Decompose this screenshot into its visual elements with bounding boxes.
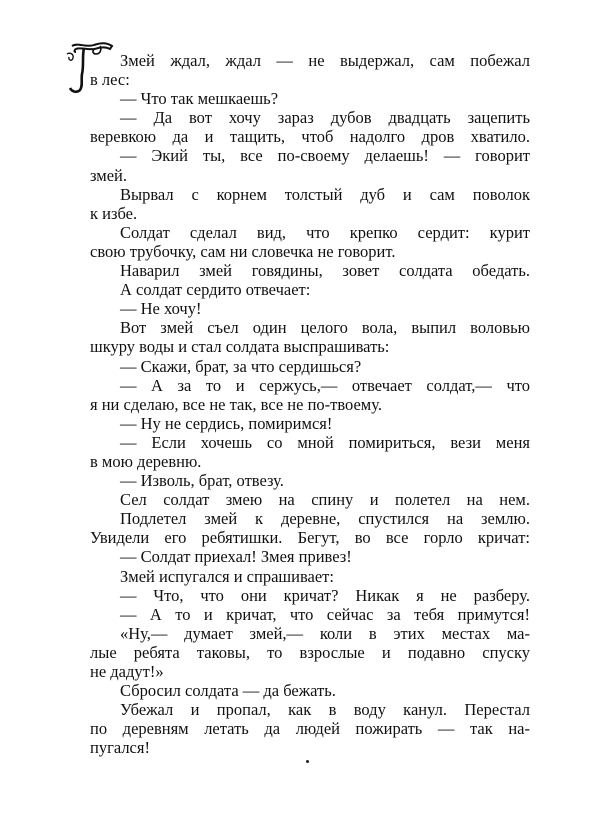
story-text — [90, 51, 530, 757]
text-line: шкуру воды и стал солдата выспрашивать: — [90, 337, 390, 357]
text-line: — Да вот хочу зараз дубов двадцать зацепить — [120, 108, 530, 128]
text-line: Вырвал с корнем толстый дуб и сам поволок — [120, 184, 530, 204]
text-line: Змей испугался и спрашивает: — [120, 566, 334, 586]
text-line: Вот змей съел один целого вола, выпил воловью — [120, 318, 530, 338]
text-line: — Что, что они кричат? Никак я не разберу. — [120, 585, 530, 605]
text-line: я ни сделаю, все не так, все не по-твоему. — [90, 394, 382, 414]
text-line: веревкою да и тащить, чтоб надолго дров хватило. — [90, 127, 530, 147]
text-line: — Не хочу! — [120, 299, 202, 319]
text-line: — Ну не сердись, помиримся! — [120, 413, 333, 433]
text-line: А солдат сердито отвечает: — [120, 280, 311, 300]
text-line: пугался! — [90, 738, 150, 758]
text-line: к избе. — [90, 203, 138, 223]
text-line: в мою деревню. — [90, 451, 202, 471]
text-line: по деревням летать да людей пожирать — так на- — [90, 719, 530, 739]
text-line: в лес: — [90, 70, 130, 90]
text-line: Сел солдат змею на спину и полетел на нем. — [120, 490, 530, 510]
text-line: Увидели его ребятишки. Бегут, во все горло кричат: — [90, 528, 530, 548]
text-line: змей. — [90, 165, 128, 185]
text-line: — Скажи, брат, за что сердишься? — [120, 356, 362, 376]
text-line: Наварил змей говядины, зовет солдата обедать. — [120, 261, 530, 281]
text-line: — Что так мешкаешь? — [120, 89, 279, 109]
text-line: Солдат сделал вид, что крепко сердит: курит — [120, 222, 530, 242]
text-line: лые ребята таковы, то взрослые и подавно спуску — [90, 642, 530, 662]
text-line: Подлетел змей к деревне, спустился на землю. — [120, 509, 530, 529]
text-line: — Изволь, брат, отвезу. — [120, 471, 284, 491]
text-line: свою трубочку, сам ни словечка не говорит. — [90, 241, 396, 261]
text-line: — Если хочешь со мной помириться, вези меня — [120, 432, 530, 452]
page-speck — [306, 760, 309, 763]
text-line: — Экий ты, все по-своему делаешь! — говорит — [120, 146, 530, 166]
text-line: — А то и кричат, что сейчас за тебя примутся! — [120, 604, 530, 624]
text-line: не дадут!» — [90, 662, 164, 681]
text-line: Сбросил солдата — да бежать. — [120, 681, 336, 701]
text-line: — Солдат приехал! Змея привез! — [120, 547, 352, 567]
text-line: — А за то и сержусь,— отвечает солдат,— что — [120, 375, 530, 395]
text-line: «Ну,— думает змей,— коли в этих местах ма- — [120, 623, 530, 643]
text-line: Убежал и пропал, как в воду канул. Перестал — [120, 700, 530, 720]
text-line: Змей ждал, ждал — не выдержал, сам побежал — [120, 51, 530, 70]
